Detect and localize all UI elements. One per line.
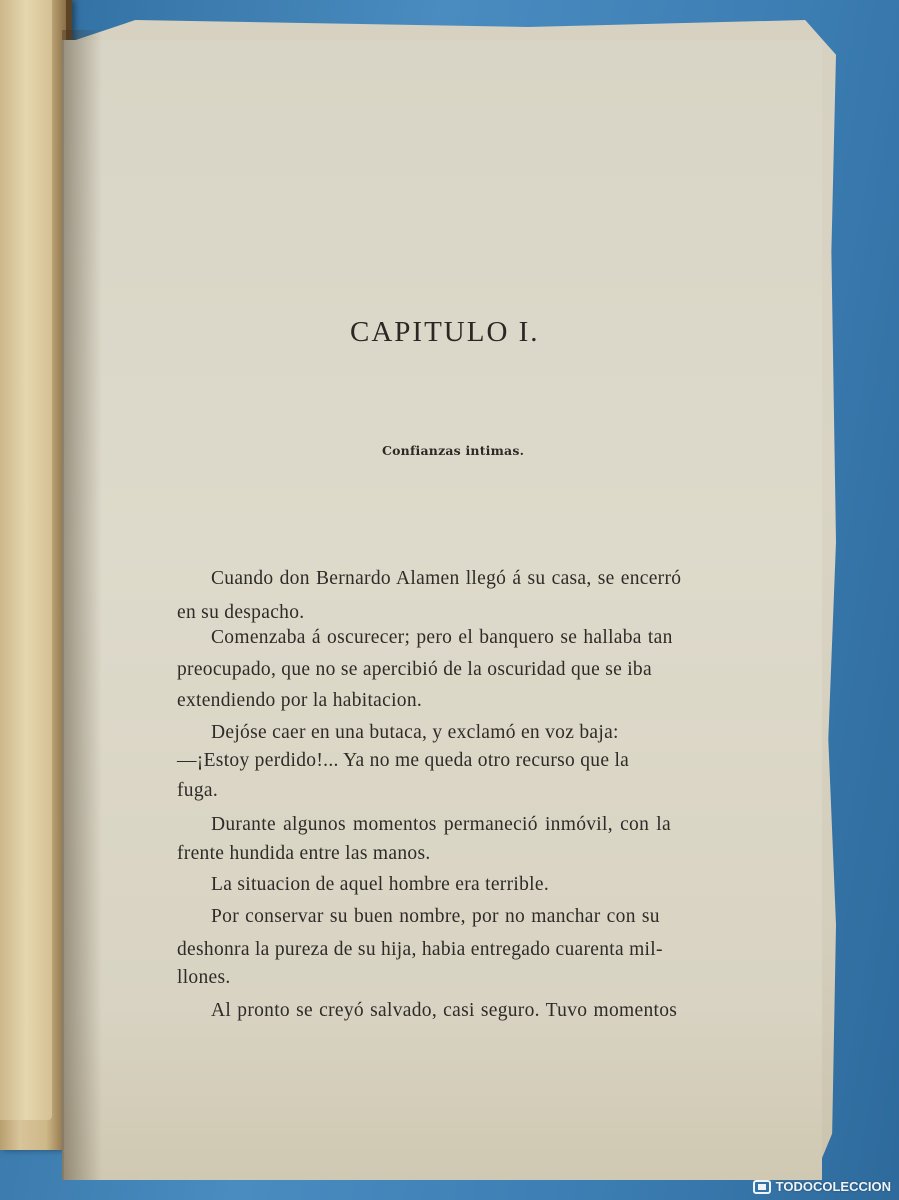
watermark-text: TODOCOLECCION [775, 1179, 891, 1194]
body-line: extendiendo por la habitacion. [177, 690, 423, 711]
gutter-shadow [62, 30, 102, 1180]
body-line: —¡Estoy perdido!... Ya no me queda otro recurso que la [177, 750, 630, 771]
body-line: Cuando don Bernardo Alamen llegó á su casa, se encerró [211, 568, 682, 589]
body-line: Dejóse caer en una butaca, y exclamó en voz baja: [211, 722, 619, 743]
body-line: en su despacho. [177, 602, 305, 623]
body-line: Comenzaba á oscurecer; pero el banquero se hallaba tan [211, 627, 673, 648]
body-line: Al pronto se creyó salvado, casi seguro. Tuvo momentos [211, 1000, 678, 1021]
cover-endpaper [0, 0, 52, 1120]
chapter-title: CAPITULO I. [350, 316, 540, 348]
chapter-subtitle: Confianzas intimas. [382, 443, 525, 458]
site-watermark [753, 1179, 891, 1194]
body-line: frente hundida entre las manos. [177, 843, 431, 864]
body-line: llones. [177, 967, 231, 988]
body-line: La situacion de aquel hombre era terrible. [211, 874, 549, 895]
watermark-logo-icon [753, 1180, 771, 1194]
body-line: fuga. [177, 780, 219, 801]
body-line: preocupado, que no se apercibió de la oscuridad que se iba [177, 659, 652, 680]
body-line: deshonra la pureza de su hija, habia entregado cuarenta mil- [177, 939, 663, 960]
body-line: Por conservar su buen nombre, por no manchar con su [211, 906, 660, 927]
body-line: Durante algunos momentos permaneció inmóvil, con la [211, 814, 671, 835]
